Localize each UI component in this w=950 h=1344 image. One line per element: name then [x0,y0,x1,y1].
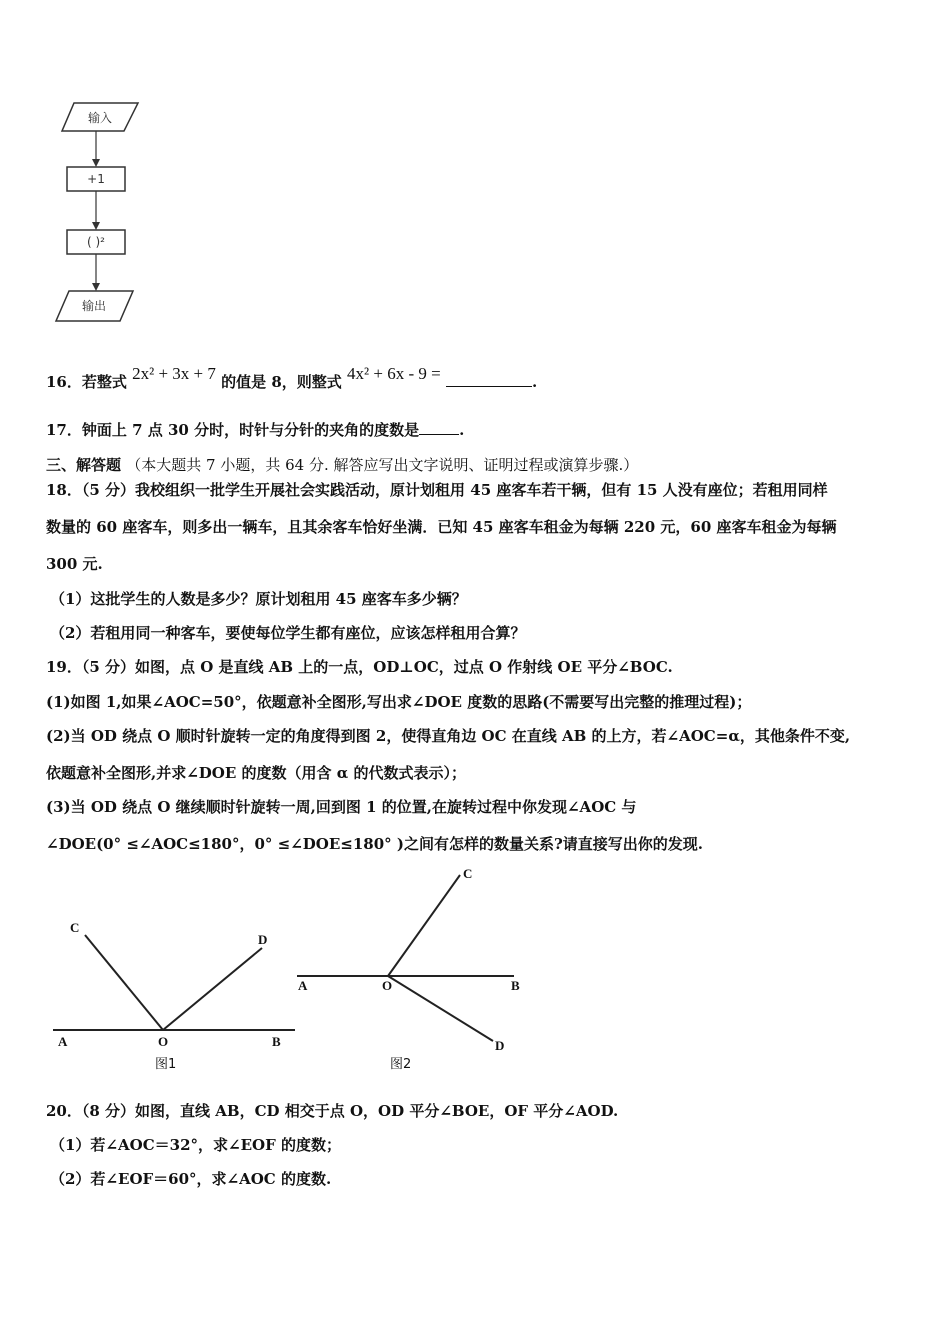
fig2-ray-oc [388,875,460,976]
fig1-label-c: C [70,920,80,935]
fig1-ray-oc [85,935,163,1030]
fig2-ray-od [388,976,493,1041]
flow-output-label: 输出 [81,299,107,313]
answer-blank-17 [419,420,459,435]
fig2-label-d: D [495,1038,505,1053]
fig2-label-a: A [298,978,308,993]
question-16 [46,364,538,392]
figure-1 [40,920,310,1050]
q18-sub1: （1）这批学生的人数是多少？原计划租用 45 座客车多少辆？ [50,590,467,608]
fig1-label-b: B [272,1034,281,1049]
q16-expr2: 4x² + 6x - 9 = [347,364,441,383]
fig2-label-b: B [511,978,520,993]
answer-blank-16 [446,372,532,387]
flow-step1-label: +1 [87,172,105,186]
q17-text: 17．钟面上 7 点 30 分时，时针与分针的夹角的度数是 [46,421,420,439]
q20-line1: 20．（8 分）如图，直线 AB，CD 相交于点 O，OD 平分∠BOE，OF 平分∠AOD. [46,1102,619,1120]
section-3-note: （本大题共 7 小题，共 64 分. 解答应写出文字说明、证明过程或演算步骤.） [126,456,639,474]
q16-mid: 的值是 8，则整式 [221,373,342,391]
q19-sub1: (1)如图 1,如果∠AOC=50°，依题意补全图形,写出求∠DOE 度数的思路(不需要写出完整的推理过程)； [46,693,752,711]
q19-sub3b: ∠DOE(0° ≤∠AOC≤180°，0° ≤∠DOE≤180° )之间有怎样的数量关系?请直接写出你的发现. [46,835,704,853]
flow-input-label: 输入 [87,111,113,125]
q20-sub1: （1）若∠AOC＝32°，求∠EOF 的度数； [50,1136,341,1154]
q18-line1: 18．（5 分）我校组织一批学生开展社会实践活动，原计划租用 45 座客车若干辆，但有 15 人没有座位；若租用同样 [46,481,828,499]
q18-line3: 300 元. [46,555,103,573]
fig1-label-o: O [158,1034,169,1049]
fig2-caption: 图2 [390,1057,412,1072]
flowchart [50,95,150,330]
q19-line1: 19．（5 分）如图，点 O 是直线 AB 上的一点，OD⊥OC，过点 O 作射线 OE 平分∠BOC. [46,658,673,676]
section-3-heading [46,455,638,475]
fig1-ray-od [163,948,262,1030]
question-17 [46,420,464,440]
figure-2 [290,865,530,1050]
q18-line2: 数量的 60 座客车，则多出一辆车，且其余客车恰好坐满．已知 45 座客车租金为每辆 220 元，60 座客车租金为每辆 [46,518,837,536]
q17-end: . [459,421,465,439]
fig1-label-a: A [58,1034,68,1049]
q19-sub3a: (3)当 OD 绕点 O 继续顺时针旋转一周,回到图 1 的位置,在旋转过程中你发现∠AOC 与 [46,798,637,816]
q16-end: . [531,373,538,391]
flow-step2-label: ( )² [87,235,105,249]
q20-sub2: （2）若∠EOF＝60°，求∠AOC 的度数. [50,1170,332,1188]
fig2-label-c: C [463,866,473,881]
q16-prefix: 16．若整式 [46,373,127,391]
fig1-label-d: D [258,932,268,947]
section-3-title: 三、解答题 [46,456,122,474]
q18-sub2: （2）若租用同一种客车，要使每位学生都有座位，应该怎样租用合算？ [50,624,526,642]
fig1-caption: 图1 [155,1057,177,1072]
q19-sub2a: (2)当 OD 绕点 O 顺时针旋转一定的角度得到图 2，使得直角边 OC 在直线 AB 的上方，若∠AOC=α，其他条件不变, [46,727,851,745]
q16-expr1: 2x² + 3x + 7 [132,364,216,383]
q19-sub2b: 依题意补全图形,并求∠DOE 的度数（用含 α 的代数式表示）； [46,764,467,782]
fig2-label-o: O [382,978,393,993]
